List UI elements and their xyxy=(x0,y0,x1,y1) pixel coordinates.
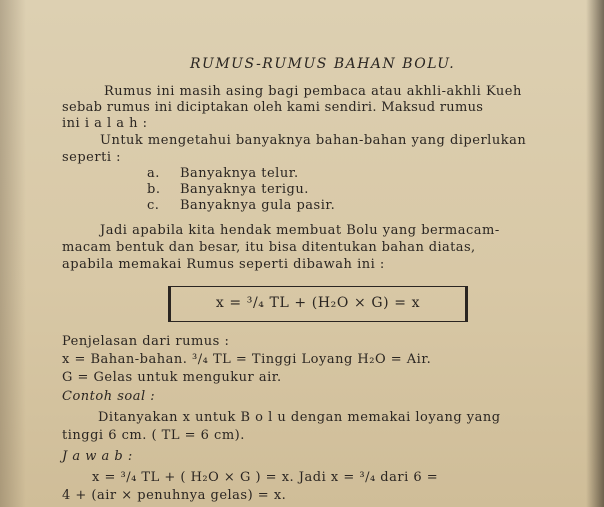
formula-box xyxy=(168,286,468,322)
paragraph-3-line-2: macam bentuk dan besar, itu bisa ditentukan bahan diatas, xyxy=(62,240,476,255)
list-marker: c. xyxy=(147,198,160,213)
answer-heading: J a w a b : xyxy=(62,449,133,464)
list-item-text: Banyaknya gula pasir. xyxy=(180,198,336,213)
paragraph-1-line-2: sebab rumus ini diciptakan oleh kami sendiri. Maksud rumus xyxy=(62,100,484,115)
paragraph-1-line-1: Rumus ini masih asing bagi pembaca atau akhli-akhli Kueh xyxy=(104,84,522,99)
answer-line-1: x = ³/₄ TL + ( H₂O × G ) = x. Jadi x = ³/₄ dari 6 = xyxy=(92,470,439,485)
paragraph-2-line-1: Untuk mengetahui banyaknya bahan-bahan yang diperlukan xyxy=(100,133,527,148)
list-marker: a. xyxy=(147,166,160,181)
page-shadow-left xyxy=(0,0,26,507)
page-title: RUMUS-RUMUS BAHAN BOLU. xyxy=(190,56,456,72)
example-heading: Contoh soal : xyxy=(62,389,156,404)
list-item-text: Banyaknya terigu. xyxy=(180,182,309,197)
formula-text: x = ³/₄ TL + (H₂O × G) = x xyxy=(215,295,421,311)
page-shadow-right xyxy=(586,0,604,507)
explanation-line-1: x = Bahan-bahan. ³/₄ TL = Tinggi Loyang H₂O = Air. xyxy=(62,352,432,367)
explanation-heading: Penjelasan dari rumus : xyxy=(62,334,230,349)
list-marker: b. xyxy=(147,182,161,197)
paragraph-3-line-3: apabila memakai Rumus seperti dibawah ini : xyxy=(62,257,385,272)
paragraph-3-line-1: Jadi apabila kita hendak membuat Bolu yang bermacam- xyxy=(100,223,500,238)
explanation-line-2: G = Gelas untuk mengukur air. xyxy=(62,370,282,385)
paragraph-1-line-3: ini i a l a h : xyxy=(62,116,148,131)
example-line-2: tinggi 6 cm. ( TL = 6 cm). xyxy=(62,428,245,443)
list-item-text: Banyaknya telur. xyxy=(180,166,299,181)
paragraph-2-line-2: seperti : xyxy=(62,150,121,165)
answer-line-2: 4 + (air × penuhnya gelas) = x. xyxy=(62,488,287,503)
example-line-1: Ditanyakan x untuk B o l u dengan memakai loyang yang xyxy=(98,410,501,425)
